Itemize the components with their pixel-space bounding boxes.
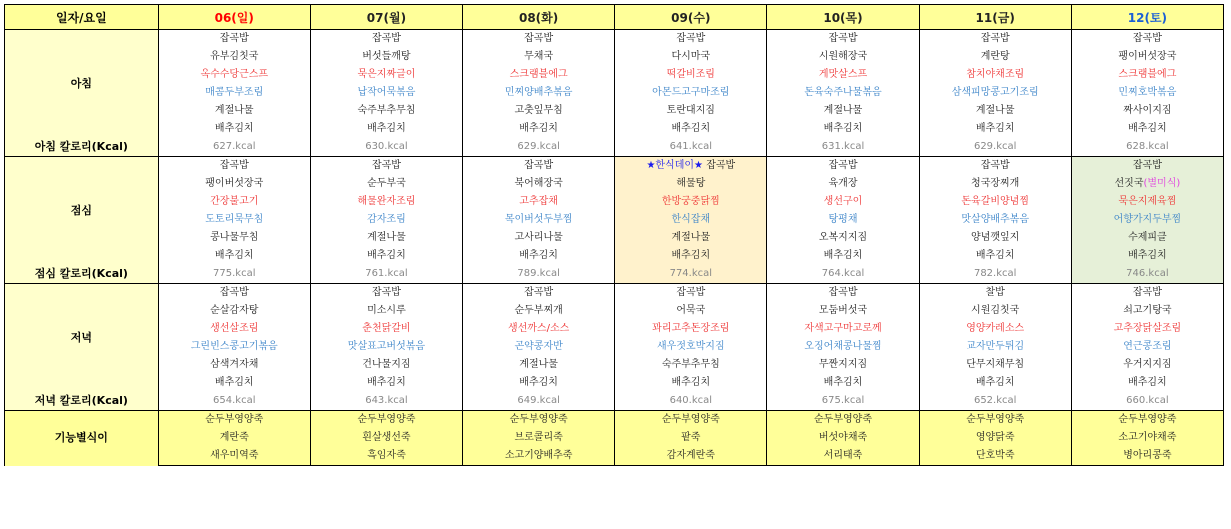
functional-diet-item: 순두부영양죽 [919,411,1071,430]
dinner-menu-item: 미소시루 [310,302,462,320]
breakfast-menu-item: 배추김치 [1071,120,1223,138]
lunch-menu-item: 고사리나물 [463,229,615,247]
dinner-menu-item: 생선살조림 [158,320,310,338]
dinner-menu-item: 영양카레소스 [919,320,1071,338]
dinner-menu-item: 삼색겨자채 [158,356,310,374]
dinner-menu-item: 고추장닭살조림 [1071,320,1223,338]
menu-table-wrapper [4,4,1224,466]
dinner-row [5,338,1224,356]
breakfast-menu-item: 잡곡밥 [310,30,462,49]
functional-diet-row [5,411,1224,430]
breakfast-calorie-value: 628.kcal [1071,138,1223,157]
breakfast-menu-item: 배추김치 [767,120,919,138]
breakfast-menu-item: 떡갈비조림 [615,66,767,84]
dinner-menu-item: 잡곡밥 [158,284,310,303]
dinner-calorie-value: 640.kcal [615,392,767,411]
breakfast-menu-item: 배추김치 [310,120,462,138]
dinner-menu-item: 순살감자탕 [158,302,310,320]
lunch-menu-item: 목이버섯두부찜 [463,211,615,229]
lunch-menu-item: 고추잡채 [463,193,615,211]
functional-diet-item: 버섯야채죽 [767,429,919,447]
lunch-menu-item: 돈육갈비양념찜 [919,193,1071,211]
breakfast-calorie-value: 629.kcal [463,138,615,157]
dinner-menu-item: 순두부찌개 [463,302,615,320]
lunch-calorie-value: 761.kcal [310,265,462,284]
breakfast-menu-item: 버섯들깨탕 [310,48,462,66]
breakfast-menu-item: 고춧잎무침 [463,102,615,120]
breakfast-menu-item: 계절나물 [158,102,310,120]
day-header-5: 11(금) [919,5,1071,30]
functional-diet-item: 순두부영양죽 [1071,411,1223,430]
breakfast-menu-item: 게맛살스프 [767,66,919,84]
functional-diet-item: 브로콜리죽 [463,429,615,447]
functional-diet-item: 계란죽 [158,429,310,447]
dinner-calorie-label: 저녁 칼로리(Kcal) [5,392,159,411]
dinner-menu-item: 배추김치 [1071,374,1223,392]
lunch-menu-item: 계절나물 [310,229,462,247]
breakfast-menu-item: 스크램블에그 [1071,66,1223,84]
breakfast-menu-item: 잡곡밥 [615,30,767,49]
lunch-label: 점심 [5,157,159,266]
dinner-menu-item: 모둠버섯국 [767,302,919,320]
breakfast-menu-item: 잡곡밥 [767,30,919,49]
breakfast-row [5,48,1224,66]
breakfast-menu-item: 잡곡밥 [1071,30,1223,49]
lunch-menu-item: 배추김치 [310,247,462,265]
breakfast-menu-item: 매콤두부조림 [158,84,310,102]
functional-diet-item: 병아리콩죽 [1071,447,1223,466]
functional-diet-item: 소고기양배추죽 [463,447,615,466]
dinner-menu-item: 춘천닭갈비 [310,320,462,338]
lunch-menu-item: 청국장찌개 [919,175,1071,193]
dinner-row [5,356,1224,374]
dinner-calorie-value: 652.kcal [919,392,1071,411]
lunch-row [5,229,1224,247]
lunch-row [5,175,1224,193]
dinner-menu-item: 무짠지지짐 [767,356,919,374]
dinner-menu-item: 그린빈스콩고기볶음 [158,338,310,356]
breakfast-calorie-value: 630.kcal [310,138,462,157]
breakfast-menu-item: 잡곡밥 [158,30,310,49]
dinner-menu-item: 생선까스/소스 [463,320,615,338]
functional-diet-item: 새우미역죽 [158,447,310,466]
dinner-row [5,284,1224,303]
functional-diet-item: 흰살생선죽 [310,429,462,447]
breakfast-menu-item: 묵은지짜글이 [310,66,462,84]
lunch-menu-item: 배추김치 [767,247,919,265]
special-meal-tag: (별미식) [1143,178,1181,189]
breakfast-calorie-value: 627.kcal [158,138,310,157]
day-header-2: 08(화) [463,5,615,30]
breakfast-menu-item: 배추김치 [919,120,1071,138]
breakfast-menu-item: 삼색피망콩고기조림 [919,84,1071,102]
dinner-menu-item: 새우젓호박지짐 [615,338,767,356]
lunch-menu-item: 북어해장국 [463,175,615,193]
lunch-menu-item: 배추김치 [1071,247,1223,265]
dinner-menu-item: 단무지채무침 [919,356,1071,374]
lunch-menu-item: 순두부국 [310,175,462,193]
breakfast-calorie-value: 641.kcal [615,138,767,157]
breakfast-row [5,30,1224,49]
breakfast-menu-item: 팽이버섯장국 [1071,48,1223,66]
lunch-menu-item: 양념깻잎지 [919,229,1071,247]
lunch-calorie-value: 789.kcal [463,265,615,284]
dinner-menu-item: 교자만두튀김 [919,338,1071,356]
dinner-menu-item: 꽈리고추돈장조림 [615,320,767,338]
day-header-4: 10(목) [767,5,919,30]
day-header-0: 06(일) [158,5,310,30]
lunch-menu-item: 잡곡밥 [1071,157,1223,176]
dinner-menu-item: 자색고구마고로께 [767,320,919,338]
dinner-menu-item: 잡곡밥 [463,284,615,303]
functional-diet-item: 감자계란죽 [615,447,767,466]
breakfast-menu-item: 숙주부추무침 [310,102,462,120]
lunch-menu-item: 묵은지제육찜 [1071,193,1223,211]
day-header-6: 12(토) [1071,5,1223,30]
lunch-menu-item: 잡곡밥 [310,157,462,176]
lunch-calorie-value: 746.kcal [1071,265,1223,284]
functional-diet-item: 순두부영양죽 [615,411,767,430]
breakfast-row [5,102,1224,120]
dinner-menu-item: 건나물지짐 [310,356,462,374]
lunch-menu-item: 수제피클 [1071,229,1223,247]
dinner-menu-item: 잡곡밥 [767,284,919,303]
lunch-menu-item: 오복지지짐 [767,229,919,247]
dinner-menu-item: 배추김치 [158,374,310,392]
lunch-menu-item: 배추김치 [158,247,310,265]
lunch-menu-item: 간장불고기 [158,193,310,211]
lunch-menu-item: 배추김치 [615,247,767,265]
lunch-menu-item: 도토리묵무침 [158,211,310,229]
functional-diet-item: 단호박죽 [919,447,1071,466]
lunch-menu-item: 육개장 [767,175,919,193]
dinner-calorie-value: 654.kcal [158,392,310,411]
lunch-menu-item: 한방궁중닭찜 [615,193,767,211]
breakfast-menu-item: 납작어묵볶음 [310,84,462,102]
breakfast-menu-item: 참치야채조림 [919,66,1071,84]
lunch-calorie-value: 775.kcal [158,265,310,284]
dinner-menu-item: 찰밥 [919,284,1071,303]
breakfast-menu-item: 잡곡밥 [919,30,1071,49]
lunch-row [5,157,1224,176]
dinner-menu-item: 잡곡밥 [310,284,462,303]
dinner-label: 저녁 [5,284,159,393]
lunch-menu-item: 배추김치 [463,247,615,265]
breakfast-menu-item: 다시마국 [615,48,767,66]
breakfast-calorie-row [5,138,1224,157]
lunch-menu-item: 잡곡밥 [767,157,919,176]
breakfast-menu-item: 잡곡밥 [463,30,615,49]
dinner-menu-item: 연근콩조림 [1071,338,1223,356]
lunch-menu-item: 감자조림 [310,211,462,229]
breakfast-menu-item: 스크램블에그 [463,66,615,84]
breakfast-calorie-value: 631.kcal [767,138,919,157]
lunch-calorie-value: 774.kcal [615,265,767,284]
dinner-menu-item: 숙주부추무침 [615,356,767,374]
functional-diet-item: 소고기야채죽 [1071,429,1223,447]
breakfast-menu-item: 옥수수당근스프 [158,66,310,84]
breakfast-row [5,120,1224,138]
lunch-menu-item: 탕평채 [767,211,919,229]
header-row [5,5,1224,30]
dinner-calorie-value: 675.kcal [767,392,919,411]
weekly-menu-table [4,4,1224,466]
functional-diet-item: 순두부영양죽 [158,411,310,430]
dinner-menu-item: 시원김칫국 [919,302,1071,320]
dinner-menu-item: 잡곡밥 [1071,284,1223,303]
breakfast-menu-item: 계절나물 [767,102,919,120]
lunch-menu-item: 맛살양배추볶음 [919,211,1071,229]
lunch-menu-item: 팽이버섯장국 [158,175,310,193]
functional-diet-item: 서리태죽 [767,447,919,466]
dinner-menu-item: 우거지지짐 [1071,356,1223,374]
dinner-menu-item: 배추김치 [463,374,615,392]
lunch-calorie-value: 782.kcal [919,265,1071,284]
breakfast-menu-item: 유부김칫국 [158,48,310,66]
breakfast-menu-item: 토란대지짐 [615,102,767,120]
breakfast-menu-item: 계절나물 [919,102,1071,120]
breakfast-label: 아침 [5,30,159,139]
dinner-menu-item: 오징어채콩나물찜 [767,338,919,356]
breakfast-row [5,66,1224,84]
breakfast-menu-item: 짜사이지짐 [1071,102,1223,120]
date-day-header: 일자/요일 [5,5,159,30]
dinner-calorie-row [5,392,1224,411]
sat-soup: 선짓국 [1114,178,1144,189]
functional-diet-item: 순두부영양죽 [463,411,615,430]
functional-diet-row [5,447,1224,466]
breakfast-menu-item: 아몬드고구마조림 [615,84,767,102]
lunch-menu-item: 해물완자조림 [310,193,462,211]
breakfast-menu-item: 민찌호박볶음 [1071,84,1223,102]
dinner-menu-item: 쇠고기탕국 [1071,302,1223,320]
functional-diet-item: 순두부영양죽 [767,411,919,430]
lunch-menu-item: 해물탕 [615,175,767,193]
breakfast-row [5,84,1224,102]
breakfast-calorie-value: 629.kcal [919,138,1071,157]
lunch-row [5,193,1224,211]
functional-diet-item: 영양닭죽 [919,429,1071,447]
breakfast-menu-item: 돈육숙주나물볶음 [767,84,919,102]
breakfast-menu-item: 민찌양배추볶음 [463,84,615,102]
day-header-3: 09(수) [615,5,767,30]
breakfast-menu-item: 배추김치 [158,120,310,138]
functional-diet-item: 흑임자죽 [310,447,462,466]
dinner-menu-item: 배추김치 [919,374,1071,392]
dinner-menu-item: 맛살표고버섯볶음 [310,338,462,356]
lunch-menu-item: 콩나물무침 [158,229,310,247]
lunch-row [5,247,1224,265]
dinner-calorie-value: 649.kcal [463,392,615,411]
breakfast-calorie-label: 아침 칼로리(Kcal) [5,138,159,157]
lunch-menu-item [615,157,767,176]
dinner-calorie-value: 643.kcal [310,392,462,411]
dinner-menu-item: 배추김치 [767,374,919,392]
lunch-menu-item: 한식잡채 [615,211,767,229]
functional-diet-item: 순두부영양죽 [310,411,462,430]
lunch-menu-item: 잡곡밥 [919,157,1071,176]
lunch-menu-item: 잡곡밥 [463,157,615,176]
dinner-menu-item: 계절나물 [463,356,615,374]
day-header-1: 07(월) [310,5,462,30]
functional-diet-label: 기능별식이 [5,411,159,466]
breakfast-menu-item: 계란탕 [919,48,1071,66]
lunch-menu-item: 계절나물 [615,229,767,247]
breakfast-menu-item: 배추김치 [615,120,767,138]
functional-diet-item: 팥죽 [615,429,767,447]
breakfast-menu-item: 시원해장국 [767,48,919,66]
dinner-menu-item: 배추김치 [615,374,767,392]
dinner-menu-item: 배추김치 [310,374,462,392]
lunch-calorie-row [5,265,1224,284]
dinner-row [5,320,1224,338]
dinner-menu-item: 잡곡밥 [615,284,767,303]
breakfast-menu-item: 배추김치 [463,120,615,138]
lunch-menu-item: 배추김치 [919,247,1071,265]
lunch-row [5,211,1224,229]
lunch-menu-item: 어향가지두부찜 [1071,211,1223,229]
breakfast-menu-item: 무채국 [463,48,615,66]
lunch-calorie-label: 점심 칼로리(Kcal) [5,265,159,284]
lunch-calorie-value: 764.kcal [767,265,919,284]
dinner-menu-item: 곤약콩자반 [463,338,615,356]
lunch-rice: 잡곡밥 [706,160,736,171]
lunch-menu-item: 잡곡밥 [158,157,310,176]
dinner-row [5,302,1224,320]
dinner-calorie-value: 660.kcal [1071,392,1223,411]
korean-day-special: ★한식데이★ [646,160,704,171]
dinner-row [5,374,1224,392]
functional-diet-row [5,429,1224,447]
dinner-menu-item: 어묵국 [615,302,767,320]
lunch-menu-item [1071,175,1223,193]
lunch-menu-item: 생선구이 [767,193,919,211]
